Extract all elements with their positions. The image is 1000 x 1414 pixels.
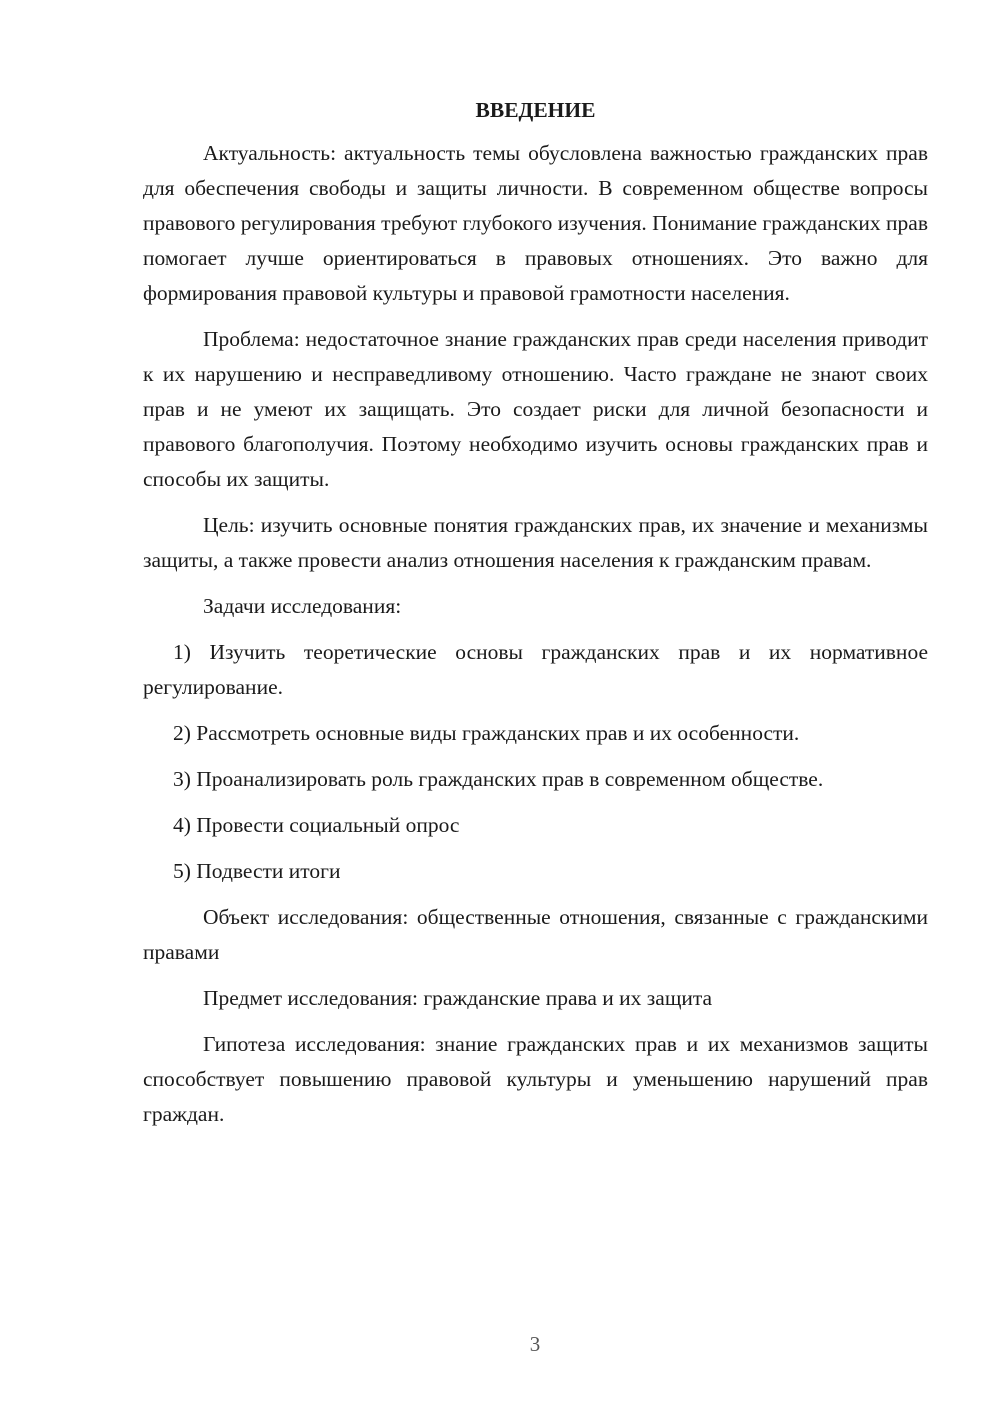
page-number: 3 <box>529 1332 541 1356</box>
task-item: 4) Провести социальный опрос <box>173 813 460 837</box>
page-title: ВВЕДЕНИЕ <box>475 98 596 122</box>
task-item: 2) Рассмотреть основные виды гражданских прав и их особенности. <box>173 721 800 745</box>
hypothesis-paragraph: Гипотеза исследования: знание гражданских прав и их механизмов защиты способствует повышению правовой культуры и уменьшению нарушений прав граждан. <box>143 1032 928 1126</box>
object-paragraph: Объект исследования: общественные отношения, связанные с гражданскими правами <box>143 905 928 964</box>
goal-paragraph: Цель: изучить основные понятия гражданских прав, их значение и механизмы защиты, а также провести анализ отношения населения к гражданским правам. <box>143 513 928 572</box>
problem-paragraph: Проблема: недостаточное знание гражданских прав среди населения приводит к их нарушению и несправедливому отношению. Часто граждане не знают своих прав и не умеют их защищать. Это создает риски для личной безопасности и правового благополучия. Поэтому необходимо изучить основы гражданских прав и способы их защиты. <box>143 327 928 491</box>
document-page <box>143 90 928 1143</box>
tasks-heading: Задачи исследования: <box>203 594 402 618</box>
task-item: 3) Проанализировать роль гражданских прав в современном обществе. <box>173 767 824 791</box>
subject-paragraph: Предмет исследования: гражданские права и их защита <box>203 986 713 1010</box>
task-item: 5) Подвести итоги <box>173 859 341 883</box>
relevance-paragraph: Актуальность: актуальность темы обусловлена важностью гражданских прав для обеспечения свободы и защиты личности. В современном обществе вопросы правового регулирования требуют глубокого изучения. Понимание гражданских прав помогает лучше ориентироваться в правовых отношениях. Это важно для формирования правовой культуры и правовой грамотности населения. <box>143 141 928 305</box>
task-item: 1) Изучить теоретические основы гражданских прав и их нормативное регулирование. <box>143 640 928 699</box>
